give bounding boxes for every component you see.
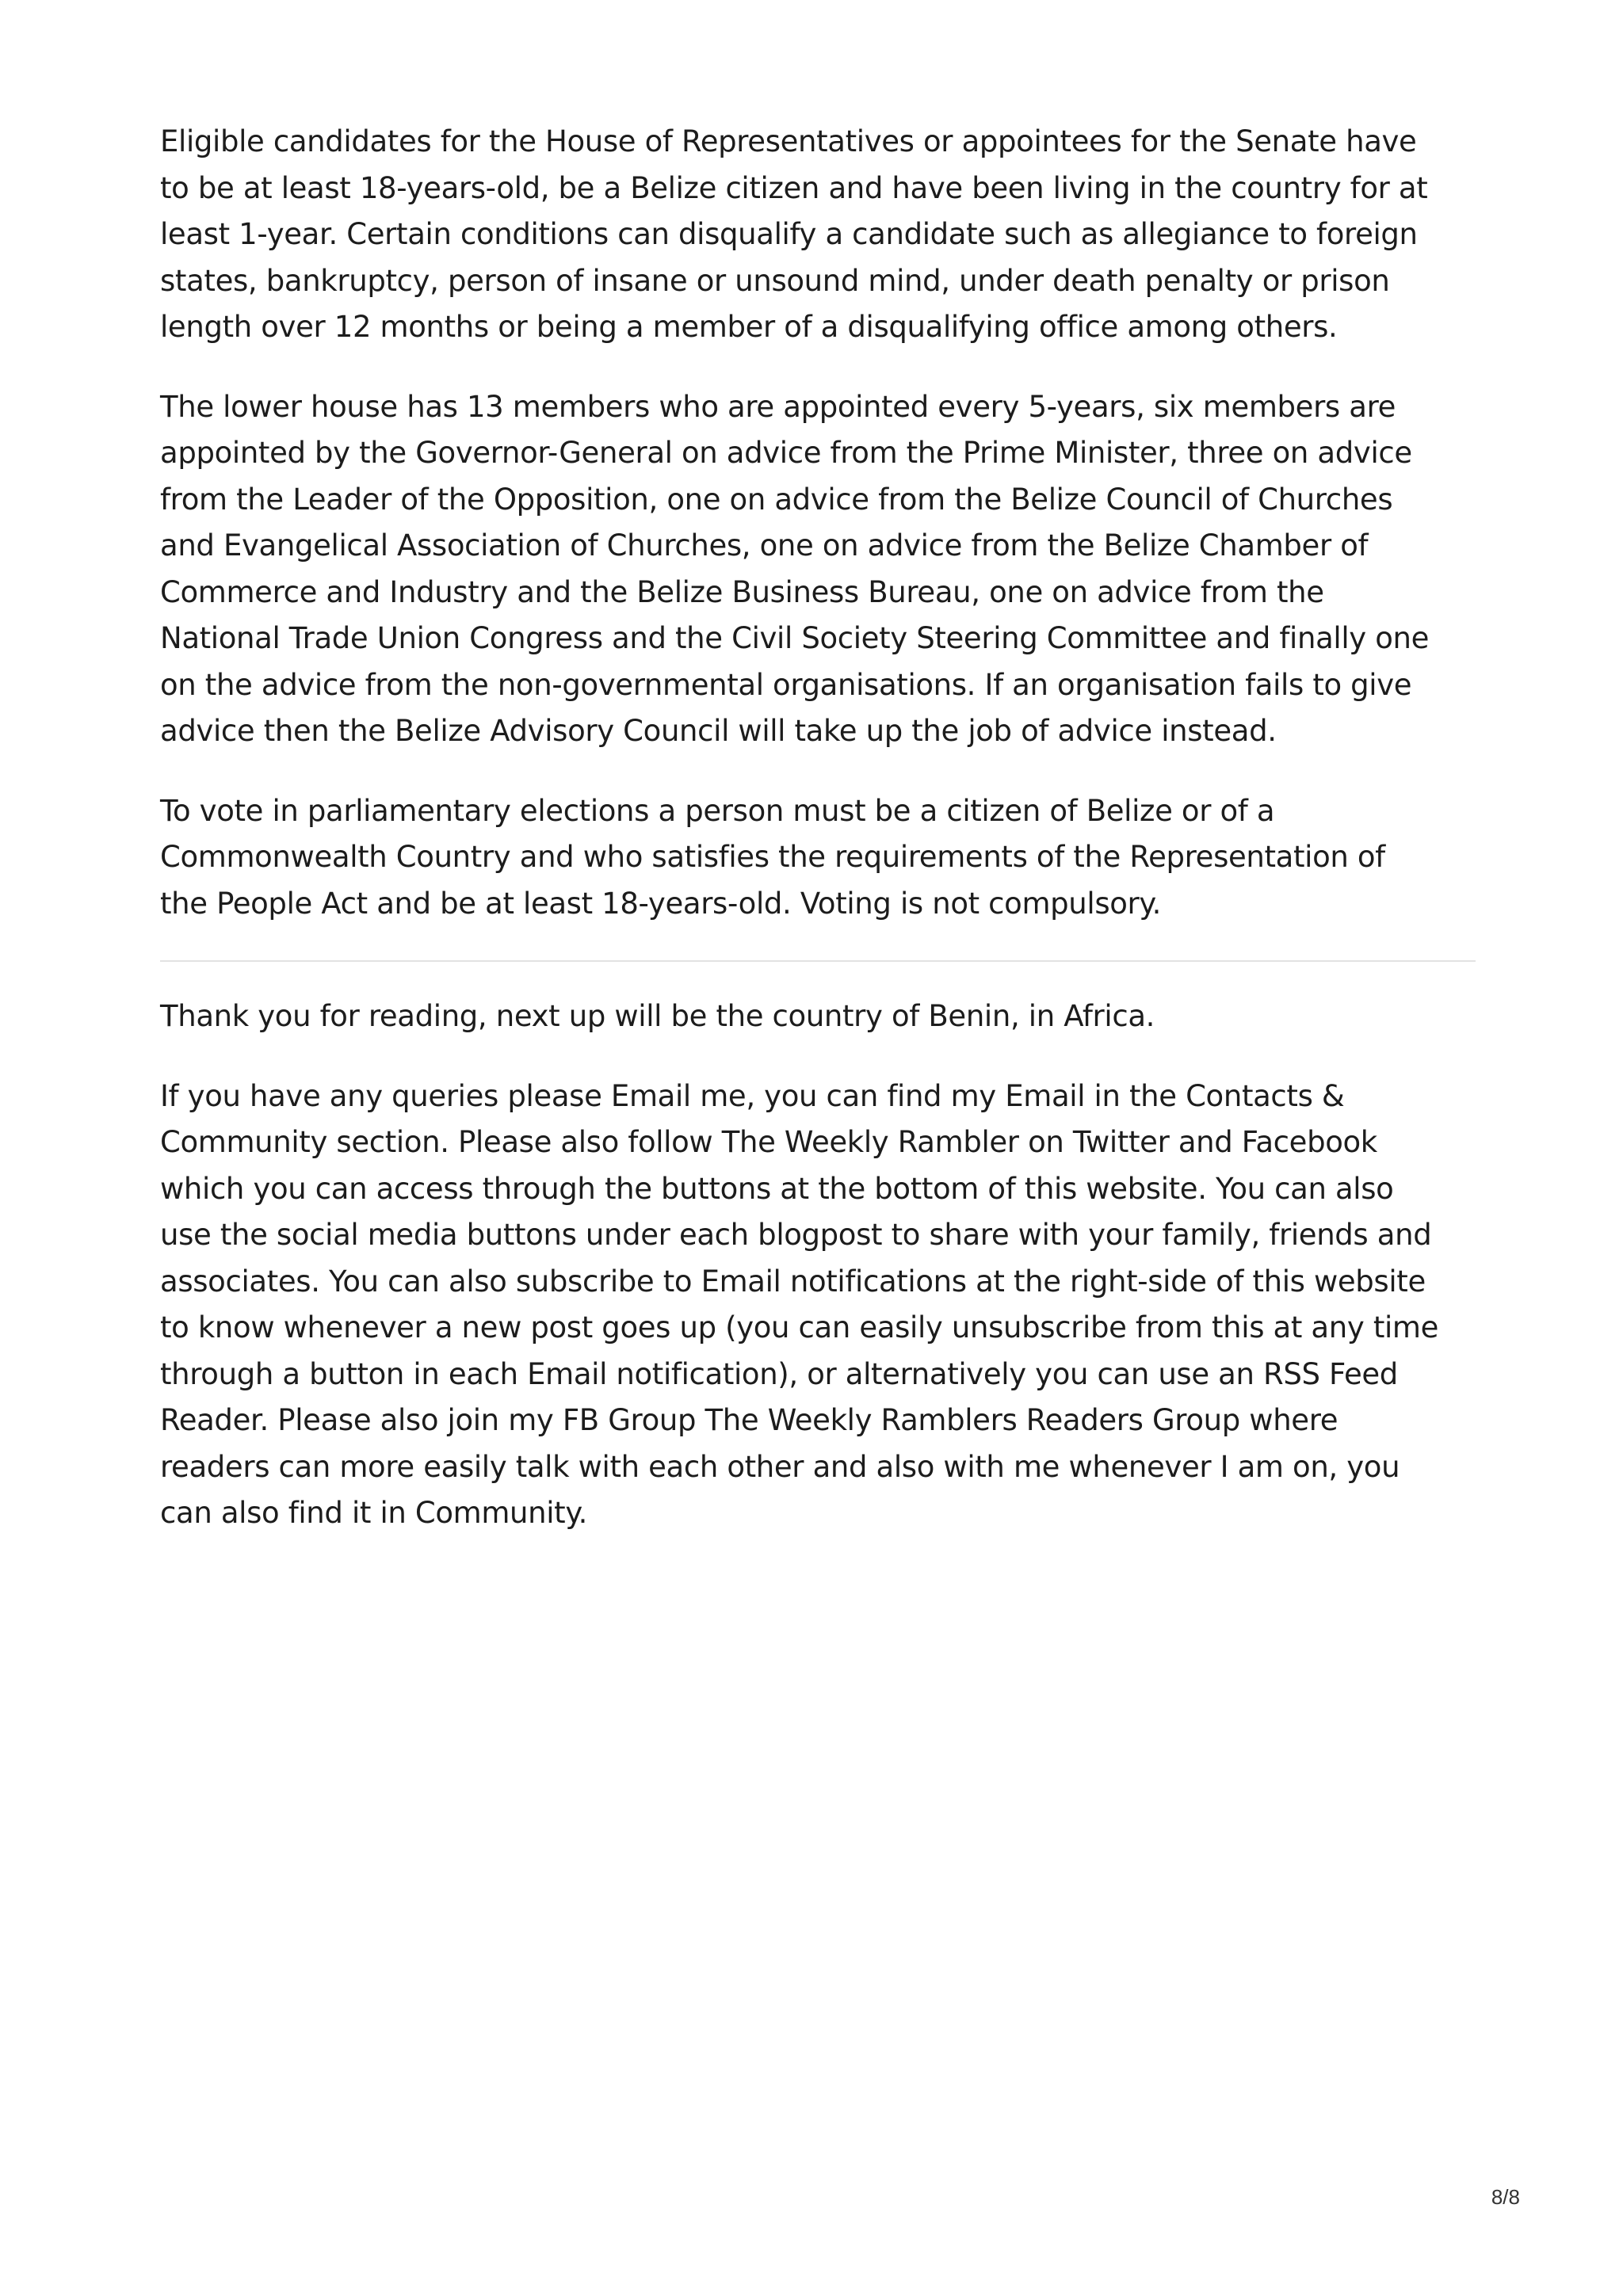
text-line: can also find it in Community. [160, 1496, 588, 1530]
text-line: appointed by the Governor-General on advice from the Prime Minister, three on advice [160, 436, 1412, 470]
text-line: which you can access through the buttons at the bottom of this website. You can also [160, 1171, 1394, 1206]
text-line: readers can more easily talk with each other and also with me whenever I am on, you [160, 1449, 1400, 1484]
page-number: 8/8 [1491, 2185, 1520, 2209]
text-line: to be at least 18-years-old, be a Belize citizen and have been living in the country for at [160, 170, 1428, 205]
text-line: To vote in parliamentary elections a person must be a citizen of Belize or of a [160, 793, 1275, 828]
page-content [160, 119, 1476, 1570]
text-line: and Evangelical Association of Churches, one on advice from the Belize Chamber of [160, 528, 1369, 563]
text-line: Commonwealth Country and who satisfies the requirements of the Representation of [160, 840, 1385, 874]
text-line: from the Leader of the Opposition, one on advice from the Belize Council of Churches [160, 482, 1393, 517]
text-line: The lower house has 13 members who are appointed every 5-years, six members are [160, 389, 1396, 424]
paragraph-voting [160, 788, 1476, 928]
text-line: advice then the Belize Advisory Council will take up the job of advice instead. [160, 714, 1277, 748]
text-line: associates. You can also subscribe to Email notifications at the right-side of this website [160, 1264, 1426, 1299]
text-line: Thank you for reading, next up will be the country of Benin, in Africa. [160, 999, 1155, 1033]
section-divider [160, 960, 1476, 962]
text-line: use the social media buttons under each blogpost to share with your family, friends and [160, 1218, 1432, 1252]
text-line: through a button in each Email notification), or alternatively you can use an RSS Feed [160, 1356, 1398, 1391]
paragraph-lower-house [160, 384, 1476, 755]
text-line: to know whenever a new post goes up (you can easily unsubscribe from this at any time [160, 1310, 1439, 1344]
text-line: Reader. Please also join my FB Group The Weekly Ramblers Readers Group where [160, 1403, 1338, 1437]
text-line: Commerce and Industry and the Belize Business Bureau, one on advice from the [160, 574, 1324, 609]
text-line: Community section. Please also follow The Weekly Rambler on Twitter and Facebook [160, 1125, 1377, 1159]
paragraph-eligibility [160, 119, 1476, 351]
text-line: states, bankruptcy, person of insane or unsound mind, under death penalty or prison [160, 263, 1390, 298]
text-line: least 1-year. Certain conditions can disqualify a candidate such as allegiance to foreign [160, 217, 1418, 251]
paragraph-thank-you [160, 994, 1476, 1040]
text-line: length over 12 months or being a member of a disqualifying office among others. [160, 310, 1338, 344]
text-line: Eligible candidates for the House of Representatives or appointees for the Senate have [160, 124, 1417, 158]
text-line: National Trade Union Congress and the Civil Society Steering Committee and finally one [160, 621, 1430, 655]
paragraph-contact-info [160, 1074, 1476, 1537]
text-line: on the advice from the non-governmental organisations. If an organisation fails to give [160, 667, 1412, 702]
text-line: If you have any queries please Email me, you can find my Email in the Contacts & [160, 1078, 1345, 1113]
text-line: the People Act and be at least 18-years-old. Voting is not compulsory. [160, 886, 1162, 921]
